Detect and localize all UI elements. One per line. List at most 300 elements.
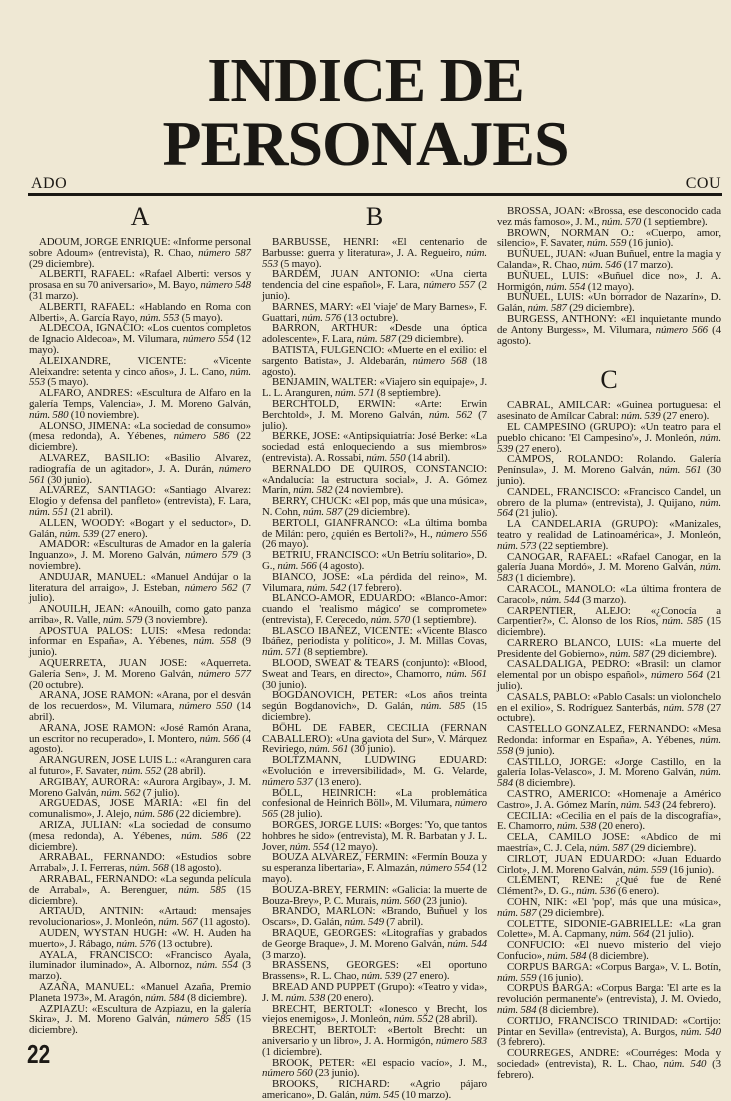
index-entry: [262, 518, 487, 550]
entry-name: BLASCO IBAÑEZ, VICENTE:: [272, 624, 413, 637]
entry-article: «Escultura de Azpiazu, en la galería Skira», J. M. Moreno Galván,: [29, 1002, 251, 1026]
entry-date: (27 octubre).: [497, 701, 722, 725]
entry-article: «Borges: 'Yo, que tantos hohbres he sido» (entrevista), M. R. Barbatan y J. L. Jover,: [262, 819, 487, 853]
entry-date: (27 enero).: [403, 970, 450, 983]
entry-article: «Los cuentos completos de Ignacio Aldecoa», M. Vilumara,: [29, 322, 251, 346]
entry-article: «Bertolt Brecht: un aniversario y un libro», J. A. Hormigón,: [262, 1024, 487, 1047]
entry-article: «Courréges: Moda y sociedad» (entrevista), R. L. Chao,: [497, 1047, 721, 1070]
entry-date: (4 agosto).: [29, 732, 251, 756]
entry-name: CAMPOS, ROLANDO:: [507, 453, 624, 466]
index-entry: [262, 690, 487, 722]
entry-name: ARANA, JOSE RAMON:: [39, 689, 154, 702]
entry-date: (13 octubre).: [158, 937, 213, 950]
entry-name: ALBERTI, RAFAEL:: [39, 268, 135, 281]
entry-issue: núm. 571: [335, 387, 375, 400]
entry-issue: número 565: [262, 797, 487, 821]
entry-issue: número 568: [412, 354, 467, 367]
index-entry: [262, 852, 487, 884]
entry-article: «Hablando en Roma con Alberti», A. García Rayo,: [29, 300, 251, 324]
entry-article: «Corpus Barga: 'El arte es la revolución permanente'» (entrevista), J. M. Oviedo,: [497, 982, 721, 1006]
entry-date: (16 junio).: [538, 971, 584, 984]
entry-article: «Cuerpo, amor, silencio», F. Savater,: [497, 226, 721, 250]
entry-issue: núm. 540: [680, 1025, 722, 1038]
entry-issue: núm. 582: [293, 484, 333, 497]
entry-date: (2 junio).: [262, 279, 488, 302]
entry-issue: número 564: [651, 669, 704, 682]
entry-name: BOLTZMANN, LUDWING EDUARD:: [272, 754, 487, 767]
entry-name: BÖHL DE FABER, CECILIA (FERNAN CABALLERO):: [262, 721, 487, 745]
entry-article: «El oportuno Brassens», R. L. Chao,: [262, 959, 487, 983]
entry-date: (7 abril).: [386, 916, 424, 929]
entry-date: (3 marzo).: [29, 959, 251, 983]
entry-issue: núm. 559: [627, 863, 668, 876]
entry-name: BETRIU, FRANCISCO:: [272, 549, 379, 562]
entry-article: Rolando. Galería Península», J. M. Moreno Galván,: [497, 453, 721, 477]
entry-article: «Brasil: un clamor elemental por un obispo español»,: [497, 658, 721, 682]
entry-article: «Juan Buñuel, entre la magia y Calanda», R. Chao,: [497, 248, 721, 271]
index-entry: [29, 604, 251, 626]
entry-date: (21 julio).: [497, 669, 721, 693]
entry-issue: núm. 553: [29, 365, 251, 389]
index-entry: [262, 496, 487, 518]
entry-name: ARRABAL, FERNANDO:: [39, 873, 158, 886]
entry-article: «Francisco Candel, un obrero de la pluma» (entrevista), J. Quijano,: [497, 485, 721, 509]
index-entry: [497, 454, 721, 486]
entry-issue: núm. 587: [609, 647, 650, 660]
entry-article: «El pop, más que una música», N. Cohn,: [262, 495, 487, 518]
entry-issue: núm. 584: [145, 991, 185, 1004]
entry-name: ALVAREZ, BASILIO:: [39, 451, 150, 464]
entry-name: CANOGAR, RAFAEL:: [507, 550, 612, 563]
entry-article: «Vicente Aleixandre: setenta y cinco años», J. L. Cano,: [29, 354, 251, 378]
entry-name: BRECHT, BERTOLT:: [272, 1024, 377, 1037]
entry-issue: núm. 539: [59, 527, 99, 540]
entry-date: (31 marzo).: [29, 289, 79, 302]
entry-date: (15 diciembre).: [262, 700, 487, 724]
entry-date: (8 septiembre).: [303, 646, 368, 659]
entry-name: BLOOD, SWEAT & TEARS (conjunto):: [272, 657, 450, 670]
entry-article: «Informe personal sobre Adoum» (entrevista), R. Chao,: [29, 236, 252, 259]
index-entry: [497, 422, 721, 454]
entry-date: (22 diciembre).: [175, 808, 242, 821]
entry-issue: número 583: [435, 1034, 487, 1047]
entry-date: (21 abril).: [70, 505, 113, 518]
entry-name: BENJAMIN, WALTER:: [272, 376, 377, 389]
index-entry: [29, 658, 251, 690]
entry-date: (27 enero).: [662, 410, 710, 423]
entry-name: BRANDO, MARLON:: [272, 905, 376, 918]
entry-article: «Brando, Buñuel y los Oscars», D. Galán,: [262, 905, 488, 929]
entry-article: «Cecilia en el país de la discografía», E. Chamorro,: [497, 809, 721, 833]
index-column-2: [262, 203, 487, 1101]
entry-name: BROOK, PETER:: [272, 1056, 355, 1069]
entry-issue: núm. 544: [447, 937, 488, 950]
entry-issue: núm. 585: [420, 700, 466, 713]
entry-date: (16 junio).: [669, 863, 715, 876]
entry-name: BRAQUE, GEORGES:: [272, 927, 377, 939]
index-entry: [262, 269, 487, 301]
entry-date: (28 abril).: [435, 1013, 478, 1026]
entry-article: «Evolución e irreversibilidad», M. G. Velarde,: [262, 765, 487, 778]
entry-article: «El centenario de Barbusse: guerra y literatura», J. A. Regueiro,: [262, 236, 487, 259]
entry-date: (28 abril).: [163, 765, 206, 778]
header-rule: [28, 193, 722, 196]
entry-name: CARACOL, MANOLO:: [507, 582, 616, 595]
entry-article: «Manizales, teatro y realidad de Latinoamérica», J. Monleón,: [497, 518, 721, 541]
entry-date: (28 julio).: [280, 808, 323, 821]
index-entry: [29, 723, 251, 755]
index-entry: [29, 323, 251, 355]
entry-issue: núm. 566: [277, 559, 317, 572]
entry-name: AZPIAZU:: [39, 1002, 88, 1015]
index-entry: [497, 487, 721, 519]
index-entry: [497, 1016, 721, 1048]
entry-article: «La segunda película de Arrabal», A. Berenguer,: [29, 873, 251, 896]
entry-date: (8 diciembre).: [515, 777, 576, 790]
index-entry: [497, 854, 721, 876]
index-entry: [262, 464, 487, 496]
entry-article: «Andalucía: la estructura social», J. A. Gómez Marín,: [262, 473, 487, 497]
entry-name: BÖLL, HEINRICH:: [272, 786, 377, 799]
entry-issue: núm. 578: [663, 701, 704, 714]
entry-name: ALBERTI, RAFAEL:: [39, 300, 135, 313]
entry-article: «Esculturas de Amador en la galería Inguanzo», J. M. Moreno Galván,: [29, 538, 251, 562]
entry-issue: núm. 561: [445, 667, 487, 680]
entry-issue: núm. 584: [497, 766, 721, 790]
index-entry: [29, 874, 251, 906]
entry-issue: núm. 586: [181, 829, 228, 842]
index-entry: [29, 755, 251, 777]
entry-date: (10 marzo).: [401, 1088, 452, 1101]
entry-issue: núm. 538: [285, 991, 326, 1004]
index-entry: [29, 572, 251, 604]
entry-date: (29 diciembre).: [538, 906, 605, 919]
entry-name: ANOUILH, JEAN:: [39, 603, 124, 616]
entry-issue: núm. 570: [601, 215, 642, 228]
entry-article: «Estudios sobre Arrabal», J. I. Ferreras,: [29, 851, 251, 875]
index-entry: [497, 919, 721, 941]
entry-issue: núm. 539: [621, 410, 661, 423]
entry-issue: número 548: [200, 279, 251, 292]
entry-issue: núm. 538: [556, 820, 597, 833]
index-entry: [29, 906, 251, 928]
entry-issue: número 557: [423, 279, 475, 292]
entry-article: «Una gaviota del Sur», V. Márquez Reviriego,: [262, 732, 487, 756]
index-entry: [29, 453, 251, 485]
entry-date: (29 diciembre).: [569, 302, 635, 315]
index-entry: [497, 228, 721, 250]
entry-article: «Aquerreta. Galería Sen», J. M. Moreno Galván,: [29, 657, 251, 680]
entry-date: (30 junio).: [350, 743, 396, 756]
entry-date: (7 julio).: [29, 581, 251, 605]
entry-article: «Brossa, ese desconocido cada vez más famoso», J. M.,: [497, 205, 722, 228]
index-entry: [262, 723, 487, 755]
entry-date: (7 julio).: [262, 408, 488, 432]
index-entry: [262, 431, 487, 463]
entry-issue: núm. 564: [497, 496, 721, 520]
index-entry: [29, 539, 251, 571]
index-entry: [262, 626, 487, 658]
entry-article: «Mesa redonda: informar en España», A. Yébenes,: [29, 624, 251, 648]
index-entry: [497, 659, 721, 691]
entry-name: ARANGUREN, JOSE LUIS L.:: [39, 754, 178, 767]
entry-issue: número 579: [185, 549, 238, 562]
entry-article: «José Ramón Arana, un escritor no recuperado», I. Montero,: [29, 721, 252, 745]
entry-issue: núm. 585: [662, 615, 704, 628]
index-entry: [29, 388, 251, 420]
index-entry: [497, 940, 721, 962]
entry-issue: núm. 568: [129, 862, 169, 875]
index-entry: [262, 302, 487, 324]
entry-date: (8 diciembre).: [588, 950, 649, 962]
entry-issue: núm. 587: [589, 842, 629, 855]
entry-name: CARPENTIER, ALEJO:: [507, 604, 631, 617]
entry-name: CORPUS BARGA:: [507, 960, 593, 973]
entry-issue: núm. 539: [361, 970, 401, 983]
entry-date: (29 diciembre).: [398, 333, 464, 346]
index-entry: [262, 1079, 487, 1101]
entry-date: (30 junio).: [262, 678, 307, 691]
entry-issue: número 550: [178, 700, 233, 713]
entry-date: (7 julio).: [142, 786, 180, 799]
index-entry: [497, 757, 721, 789]
entry-name: ALEIXANDRE, VICENTE:: [39, 354, 187, 367]
entry-name: ARRABAL, FERNANDO:: [39, 851, 165, 864]
entry-issue: núm. 562: [428, 408, 473, 421]
entry-name: BROSSA, JOAN:: [507, 205, 585, 217]
entry-name: CELA, CAMILO JOSE:: [507, 831, 630, 844]
entry-date: (14 abril).: [29, 700, 252, 724]
index-entry: [262, 658, 487, 690]
index-entry: [262, 788, 487, 820]
index-entry: [29, 302, 251, 324]
entry-issue: núm. 576: [301, 311, 342, 324]
index-entry: [29, 690, 251, 722]
entry-issue: núm. 551: [29, 505, 69, 518]
index-entry: [29, 237, 251, 269]
index-entry: [262, 1058, 487, 1080]
entry-name: CORPUS BARGA:: [507, 982, 593, 995]
section-letter: C: [600, 365, 618, 395]
entry-issue: núm. 566: [199, 732, 240, 745]
entry-name: ARGIBAY, AURORA:: [39, 775, 140, 788]
entry-date: (17 marzo).: [623, 258, 674, 271]
entry-issue: núm. 554: [545, 280, 586, 293]
entry-article: «La problemática confesional de Heinrich Böll», M. Vilumara,: [262, 786, 487, 810]
entry-name: BROWN, NORMAN O.:: [507, 226, 635, 239]
entry-date: (8 diciembre).: [538, 1003, 599, 1016]
index-entry: [262, 593, 487, 625]
entry-name: COHN, NIK:: [507, 896, 568, 909]
index-entry: [497, 789, 721, 811]
entry-issue: número 556: [435, 527, 487, 540]
entry-issue: núm. 571: [262, 646, 302, 659]
index-entry: [29, 777, 251, 799]
entry-date: (29 diciembre).: [651, 647, 717, 660]
entry-issue: núm. 545: [359, 1088, 400, 1101]
entry-issue: número 577: [198, 667, 251, 680]
entry-article: «La muerte del Presidente del Gobierno»,: [497, 636, 721, 660]
entry-name: ALFARO, ANDRES:: [39, 387, 133, 400]
entry-date: (21 julio).: [515, 507, 558, 520]
index-entry: [262, 928, 487, 960]
entry-article: «Bogart y el seductor», D. Galán,: [29, 516, 251, 540]
entry-article: «Mesa Redonda: informar en España», A. Yébenes,: [497, 723, 721, 747]
entry-article: «Artaud: mensajes revolucionarios», J. Monleón,: [29, 905, 251, 929]
entry-article: «Aranguren cara al futuro», F. Savater,: [29, 754, 251, 778]
entry-date: (10 noviembre).: [70, 408, 140, 421]
entry-date: (18 agosto).: [171, 862, 222, 875]
index-entry: [497, 638, 721, 660]
entry-name: CARRERO BLANCO, LUIS:: [507, 636, 644, 649]
entry-article: «Arte: Erwin Berchtold», J. M. Moreno Galván,: [262, 397, 487, 421]
entry-date: (24 febrero).: [662, 798, 716, 811]
entry-date: (30 junio).: [47, 473, 92, 486]
entry-date: (4 agosto).: [497, 323, 722, 347]
entry-issue: núm. 587: [497, 906, 537, 919]
entry-name: BERTOLI, GIANFRANCO:: [272, 516, 398, 529]
entry-name: BLANCO-AMOR, EDUARDO:: [272, 592, 415, 605]
entry-issue: núm. 544: [540, 593, 580, 606]
entry-issue: núm. 536: [576, 885, 616, 898]
entry-name: CANDEL, FRANCISCO:: [507, 485, 620, 498]
index-entry: [262, 323, 487, 345]
entry-issue: núm. 549: [344, 916, 384, 929]
entry-date: (26 mayo).: [262, 538, 309, 551]
entry-name: ARGUEDAS, JOSE MARIA:: [39, 797, 183, 810]
entry-date: (23 junio).: [422, 894, 468, 907]
entry-article: «El nuevo misterio del viejo Confucio»,: [497, 939, 721, 962]
entry-date: (4 agosto).: [319, 559, 365, 572]
entry-issue: núm. 560: [380, 894, 421, 907]
section-letter: A: [130, 202, 150, 231]
entry-article: «Un Betríu solitario», D. G.,: [262, 549, 487, 572]
entry-name: CASTILLO, JORGE:: [507, 755, 607, 768]
entry-article: «La sociedad de consumo» (mesa redonda), A. Yébenes,: [29, 419, 251, 443]
index-entry: [497, 400, 721, 422]
entry-article: «Teatro y vida», J. M.: [262, 980, 487, 1004]
entry-name: AUDEN, WYSTAN HUGH:: [39, 927, 168, 939]
entry-issue: número 561: [29, 462, 251, 486]
entry-name: ARTAUD, ANTNIN:: [39, 905, 144, 918]
entry-issue: núm. 561: [659, 464, 702, 477]
entry-article: «El 'viaje' de Mary Barnes», F. Guattari,: [262, 300, 487, 324]
entry-name: ADOUM, JORGE ENRIQUE:: [39, 236, 171, 248]
entry-article: «W. H. Auden ha muerto», J. Rábago,: [29, 927, 252, 950]
range-end-label: COU: [685, 175, 721, 192]
entry-article: «Un teatro para el pueblo chicano: 'El Campesino'», J. Monleón,: [497, 420, 721, 444]
entry-date: (14 abril).: [407, 451, 451, 464]
entry-issue: núm. 562: [101, 786, 141, 799]
entry-date: (21 julio).: [651, 928, 694, 941]
entry-name: COLETTE, SIDONIE-GABRIELLE:: [507, 917, 673, 930]
entry-issue: núm. 583: [497, 561, 721, 585]
entry-date: (1 diciembre).: [515, 572, 576, 585]
entry-date: (12 mayo).: [29, 333, 251, 356]
entry-name: CASTRO, AMERICO:: [507, 788, 611, 801]
entry-article: «El espacio vacío», J. M.,: [361, 1056, 487, 1069]
entry-article: «Muerte en el exilio: el sargento Batista», J. Aldebarán,: [262, 343, 488, 367]
entry-article: «Manuel Azaña, Premio Planeta 1973», M. Aragón,: [29, 980, 252, 1004]
section-letter: B: [365, 202, 384, 231]
entry-date: (27 enero).: [101, 527, 148, 540]
entry-article: «Homenaje a Américo Castro», J. A. Gómez Marín,: [497, 788, 721, 811]
entry-issue: núm. 576: [116, 937, 156, 950]
index-entry: [262, 399, 487, 431]
entry-name: ALVAREZ, SANTIAGO:: [39, 484, 156, 497]
entry-article: «Desde una óptica adolescente», F. Lara,: [262, 322, 487, 346]
entry-issue: núm. 554: [289, 840, 330, 853]
entry-name: BARNES, MARY:: [272, 300, 354, 313]
entry-issue: núm. 552: [393, 1013, 434, 1026]
entry-issue: núm. 567: [158, 916, 198, 929]
index-entry: [29, 820, 251, 852]
entry-name: BUÑUEL, JUAN:: [507, 248, 587, 261]
index-column-1: [29, 203, 251, 1036]
range-start-label: ADO: [31, 175, 68, 192]
entry-date: (15 diciembre).: [497, 615, 722, 639]
entry-article: «Francisco Ayala, iluminador iluminado», A. Albornoz,: [29, 948, 251, 972]
entry-date: (3 marzo).: [582, 593, 627, 606]
entry-date: (1 diciembre).: [262, 1045, 322, 1058]
entry-article: «Galicia: la muerte de Bouza-Brey», P. C. Murais,: [262, 883, 488, 907]
entry-name: LA CANDELARIA (GRUPO):: [507, 518, 659, 531]
page-number: 22: [27, 1039, 51, 1069]
entry-article: «Rafael Alberti: versos y prosasa en su 70 aniversario», M. Bayo,: [29, 268, 251, 292]
entry-article: «El fin del comunalismo», J. Alejo,: [29, 797, 251, 821]
entry-name: BRECHT, BERTOLT:: [272, 1002, 372, 1015]
entry-date: (29 diciembre).: [29, 257, 95, 270]
entry-date: (5 mayo).: [280, 257, 322, 270]
entry-name: BORGES, JORGE LUIS:: [272, 819, 382, 832]
entry-issue: número 566: [655, 323, 709, 336]
entry-name: CECILIA:: [507, 809, 553, 822]
entry-article: «Arana, por el desván de los recuerdos», M. Vilumara,: [29, 689, 252, 713]
entry-article: «Litografías y grabados de George Braque», J. M. Moreno Galván,: [262, 927, 487, 950]
index-entry: [497, 724, 721, 756]
entry-date: (3 febrero).: [497, 1057, 722, 1081]
entry-issue: núm. 552: [121, 765, 162, 778]
entry-issue: núm. 540: [663, 1057, 707, 1070]
entry-name: BERKE, JOSE:: [272, 430, 341, 443]
entry-name: CONFUCIO:: [507, 939, 565, 952]
entry-issue: núm. 587: [302, 505, 343, 518]
index-entry: [497, 983, 721, 1015]
entry-issue: núm. 558: [497, 734, 721, 757]
entry-issue: número 585: [176, 1013, 231, 1026]
entry-date: (12 mayo).: [331, 840, 378, 853]
entry-date: (3 noviembre).: [29, 549, 251, 572]
entry-name: AMADOR:: [39, 538, 90, 551]
entry-name: BARBUSSE, HENRI:: [272, 236, 379, 248]
entry-article: «Basilio Alvarez, radiografía de un agitador», J. A. Durán,: [29, 451, 251, 475]
entry-issue: núm. 546: [581, 258, 622, 271]
index-entry: [497, 1048, 721, 1080]
index-entry: [29, 421, 251, 453]
entry-name: BOGDANOVICH, PETER:: [272, 689, 398, 702]
entry-issue: núm. 561: [309, 743, 349, 756]
entry-issue: núm. 584: [547, 950, 587, 962]
index-entry: [262, 885, 487, 907]
entry-name: BROOKS, RICHARD:: [272, 1078, 390, 1091]
index-entry: [29, 626, 251, 658]
entry-issue: núm. 558: [193, 635, 237, 648]
entry-issue: núm. 586: [134, 808, 174, 821]
entry-issue: núm. 587: [527, 302, 567, 315]
entry-date: (3 marzo).: [262, 948, 307, 961]
index-entry: [262, 982, 487, 1004]
entry-issue: núm. 579: [102, 613, 143, 626]
